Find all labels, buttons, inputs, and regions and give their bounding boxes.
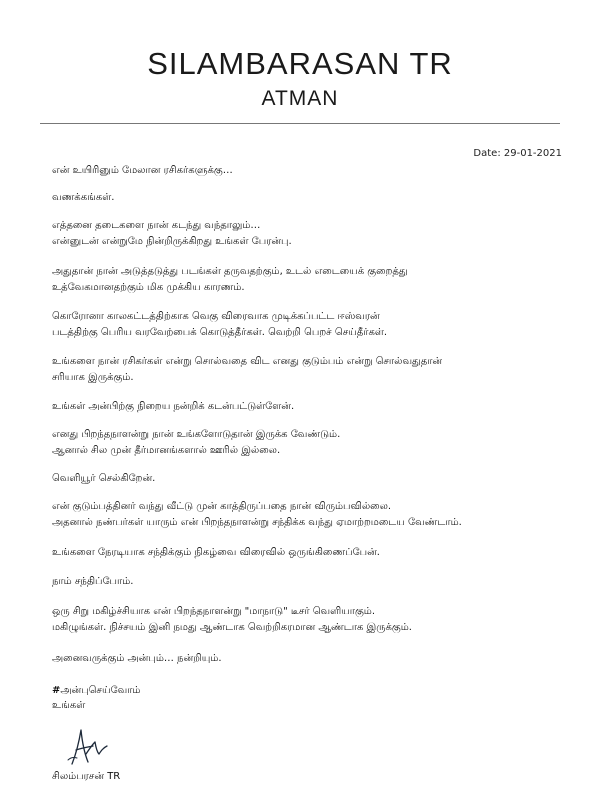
paragraph-line: உங்களை நான் ரசிகர்கள் என்று சொல்வதை விட எனது குடும்பம் என்று சொல்வதுதான் — [52, 356, 443, 367]
hashtag-symbol: # — [52, 685, 61, 696]
letterhead — [0, 46, 600, 112]
paragraph-line: ஒரு சிறு மகிழ்ச்சியாக என் பிறந்தநாளன்று "மாநாடு" டீசர் வெளியாகும். — [52, 606, 376, 617]
paragraph-line: சரியாக இருக்கும். — [52, 372, 134, 383]
paragraph-line: படத்திற்கு பெரிய வரவேற்பைக் கொடுத்தீர்கள். வெற்றி பெறச் செய்தீர்கள். — [52, 327, 388, 338]
paragraph-line: ஆனால் சில முன் தீர்மானங்களால் ஊரில் இல்லை. — [52, 445, 281, 456]
paragraph-line: மகிழுங்கள். நிச்சயம் இனி நமது ஆண்டாக வெற்றிகரமான ஆண்டாக இருக்கும். — [52, 622, 412, 633]
paragraph-line: உங்கள் அன்பிற்கு நிறைய நன்றிக் கடன்பட்டுள்ளேன். — [52, 401, 295, 412]
paragraph-line: வெளியூர் செல்கிறேன். — [52, 473, 156, 484]
signature-name: சிலம்பரசன் TR — [52, 771, 121, 782]
paragraph-line: அனைவருக்கும் அன்பும்… நன்றியும். — [52, 653, 222, 664]
letterhead-name: SILAMBARASAN TR — [147, 46, 453, 81]
paragraph-line: உத்வேகமானதற்கும் மிக முக்கிய காரணம். — [52, 282, 245, 293]
letterhead-brand: ATMAN — [261, 87, 339, 110]
paragraph-line: அதுதான் நான் அடுத்தடுத்து படங்கள் தருவதற்கும், உடல் எடையைக் குறைத்து — [52, 266, 408, 277]
paragraph-line: என் குடும்பத்தினர் வந்து வீட்டு முன் காத்திருப்பதை நான் விரும்பவில்லை. — [52, 501, 392, 512]
hashtag-text: அன்புசெய்வோம் — [60, 685, 141, 696]
paragraph-line: எத்தனை தடைகளை நான் கடந்து வந்தாலும்… — [52, 220, 261, 231]
paragraph-line: கொரோனா காலகட்டத்திற்காக வெகு விரைவாக முடிக்கப்பட்ட ஈஸ்வரன் — [52, 311, 380, 322]
paragraph-line: நாம் சந்திப்போம். — [52, 576, 134, 587]
greeting: வணக்கங்கள். — [52, 192, 115, 203]
closing: உங்கள் — [52, 700, 86, 711]
paragraph-line: என்னுடன் என்றுமே நின்றிருக்கிறது உங்கள் பேரன்பு. — [52, 236, 292, 247]
paragraph-line: எனது பிறந்தநாளன்று நான் உங்களோடுதான் இருக்க வேண்டும். — [52, 429, 341, 440]
header-divider — [40, 123, 560, 124]
paragraph-line: அதனால் நண்பர்கள் யாரும் என் பிறந்தநாளன்று சந்திக்க வந்து ஏமாற்றமடைய வேண்டாம். — [52, 517, 462, 528]
handwritten-signature — [62, 724, 114, 768]
paragraph-line: உங்களை நேரடியாக சந்திக்கும் நிகழ்வை விரைவில் ஒருங்கிணைப்பேன். — [52, 547, 380, 558]
hashtag — [52, 684, 140, 697]
letter-date: Date: 29-01-2021 — [473, 148, 562, 159]
salutation: என் உயிரினும் மேலான ரசிகர்களுக்கு… — [52, 165, 233, 176]
